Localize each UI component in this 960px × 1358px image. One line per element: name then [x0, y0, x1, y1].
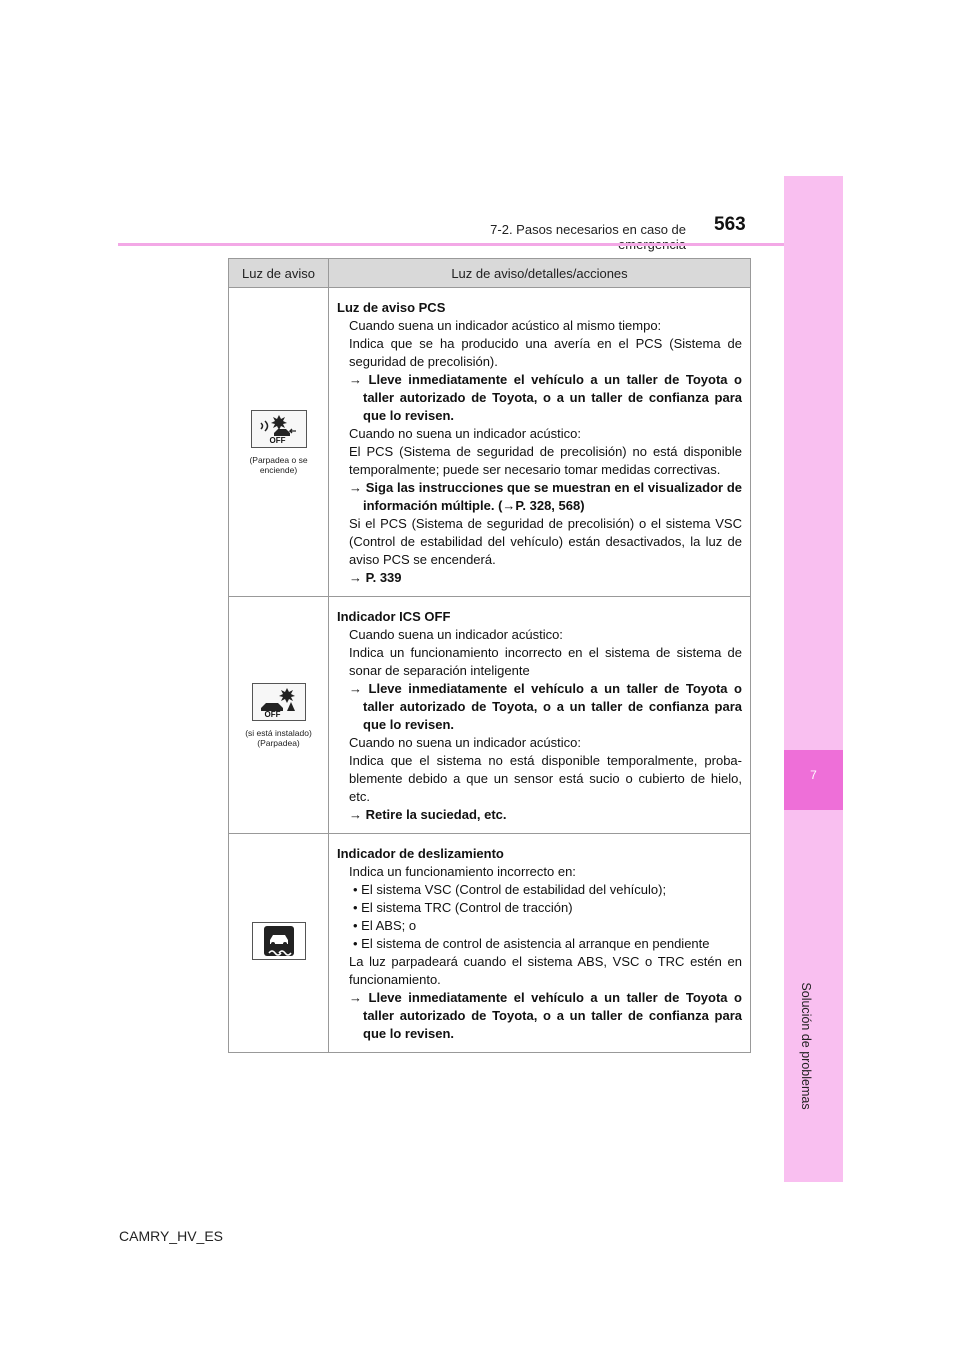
table-row — [229, 834, 751, 1053]
warning-light-table — [228, 258, 751, 1053]
table-header-row — [229, 259, 751, 288]
row-action: → Lleve inmediatamente el vehículo a un taller de Toyota o taller autorizado de Toyota, o a un taller de confianza para que lo revisen. — [349, 990, 742, 1041]
header-divider — [118, 243, 784, 246]
model-code: CAMRY_HV_ES — [119, 1228, 224, 1244]
column-header-light: Luz de aviso — [229, 259, 329, 288]
row-line: Indica que se ha producido una avería en el PCS (Sistema de seguridad de precolisión). — [349, 336, 742, 369]
row-bullet: • El sistema de control de asistencia al arranque en pendiente — [353, 936, 710, 951]
table-row — [229, 288, 751, 597]
row-action: → Lleve inmediatamente el vehículo a un taller de Toyota o taller autorizado de Toyota, o a un taller de confianza para que lo revisen. — [349, 681, 742, 732]
icon-cell — [229, 834, 329, 1053]
icon-off-label: OFF — [264, 709, 281, 719]
row-action: → Retire la suciedad, etc. — [349, 807, 507, 822]
row-bullet: • El sistema TRC (Control de tracción) — [353, 900, 573, 915]
row-line: Indica un funcionamiento incorrecto en el sistema de sistema de sonar de separación inteligente — [349, 645, 742, 678]
row-line: El PCS (Sistema de seguridad de precolisión) no está disponible temporalmente; puede ser necesario tomar medidas correctivas. — [349, 444, 742, 477]
row-action: → Siga las instrucciones que se muestran en el visualizador de información múltiple. (→P. 328, 568) — [349, 480, 742, 513]
column-header-details: Luz de aviso/detalles/acciones — [329, 259, 751, 288]
row-action: → Lleve inmediatamente el vehículo a un taller de Toyota o taller autorizado de Toyota, o a un taller de confianza para que lo revisen. — [349, 372, 742, 423]
row-title: Indicador de deslizamiento — [337, 846, 504, 861]
icon-caption: (si está instalado) (Parpadea) — [245, 727, 312, 748]
row-line: Cuando suena un indicador acústico: — [349, 627, 563, 642]
row-title: Luz de aviso PCS — [337, 300, 446, 315]
icon-caption: (Parpadea o se enciende) — [249, 454, 308, 475]
row-line: Cuando no suena un indicador acústico: — [349, 735, 581, 750]
chapter-side-tab — [784, 176, 843, 1182]
chapter-title — [786, 946, 826, 1146]
row-title: Indicador ICS OFF — [337, 609, 451, 624]
row-bullet: • El ABS; o — [353, 918, 417, 933]
row-action: → P. 339 — [349, 570, 402, 585]
icon-cell — [229, 597, 329, 834]
chapter-title-text: Solución de problemas — [799, 982, 813, 1110]
row-line: Cuando no suena un indicador acústico: — [349, 426, 581, 441]
row-line: Indica un funcionamiento incorrecto en: — [349, 864, 576, 879]
icon-cell — [229, 288, 329, 597]
ics-off-icon — [252, 683, 306, 721]
pcs-off-icon — [251, 410, 307, 448]
icon-off-label: OFF — [269, 435, 286, 445]
row-line: Si el PCS (Sistema de seguridad de precolisión) o el sistema VSC (Control de estabilidad del vehículo) están desactivados, la luz de aviso PCS se encenderá. — [349, 516, 742, 567]
description-cell — [329, 288, 751, 597]
section-title: 7-2. Pasos necesarios en caso de — [490, 222, 686, 237]
row-line: Indica que el sistema no está disponible temporalmente, probablemente debido a que un sensor está sucio o cubierto de hielo, etc. — [349, 753, 742, 804]
slip-indicator-icon — [252, 922, 306, 960]
row-line: Cuando suena un indicador acústico al mismo tiempo: — [349, 318, 662, 333]
description-cell — [329, 834, 751, 1053]
row-line: La luz parpadeará cuando el sistema ABS, VSC o TRC estén en funcionamiento. — [349, 954, 742, 987]
row-bullet: • El sistema VSC (Control de estabilidad del vehículo); — [353, 882, 667, 897]
table-row — [229, 597, 751, 834]
description-cell — [329, 597, 751, 834]
chapter-number: 7 — [810, 768, 817, 782]
page-number: 563 — [714, 214, 746, 235]
